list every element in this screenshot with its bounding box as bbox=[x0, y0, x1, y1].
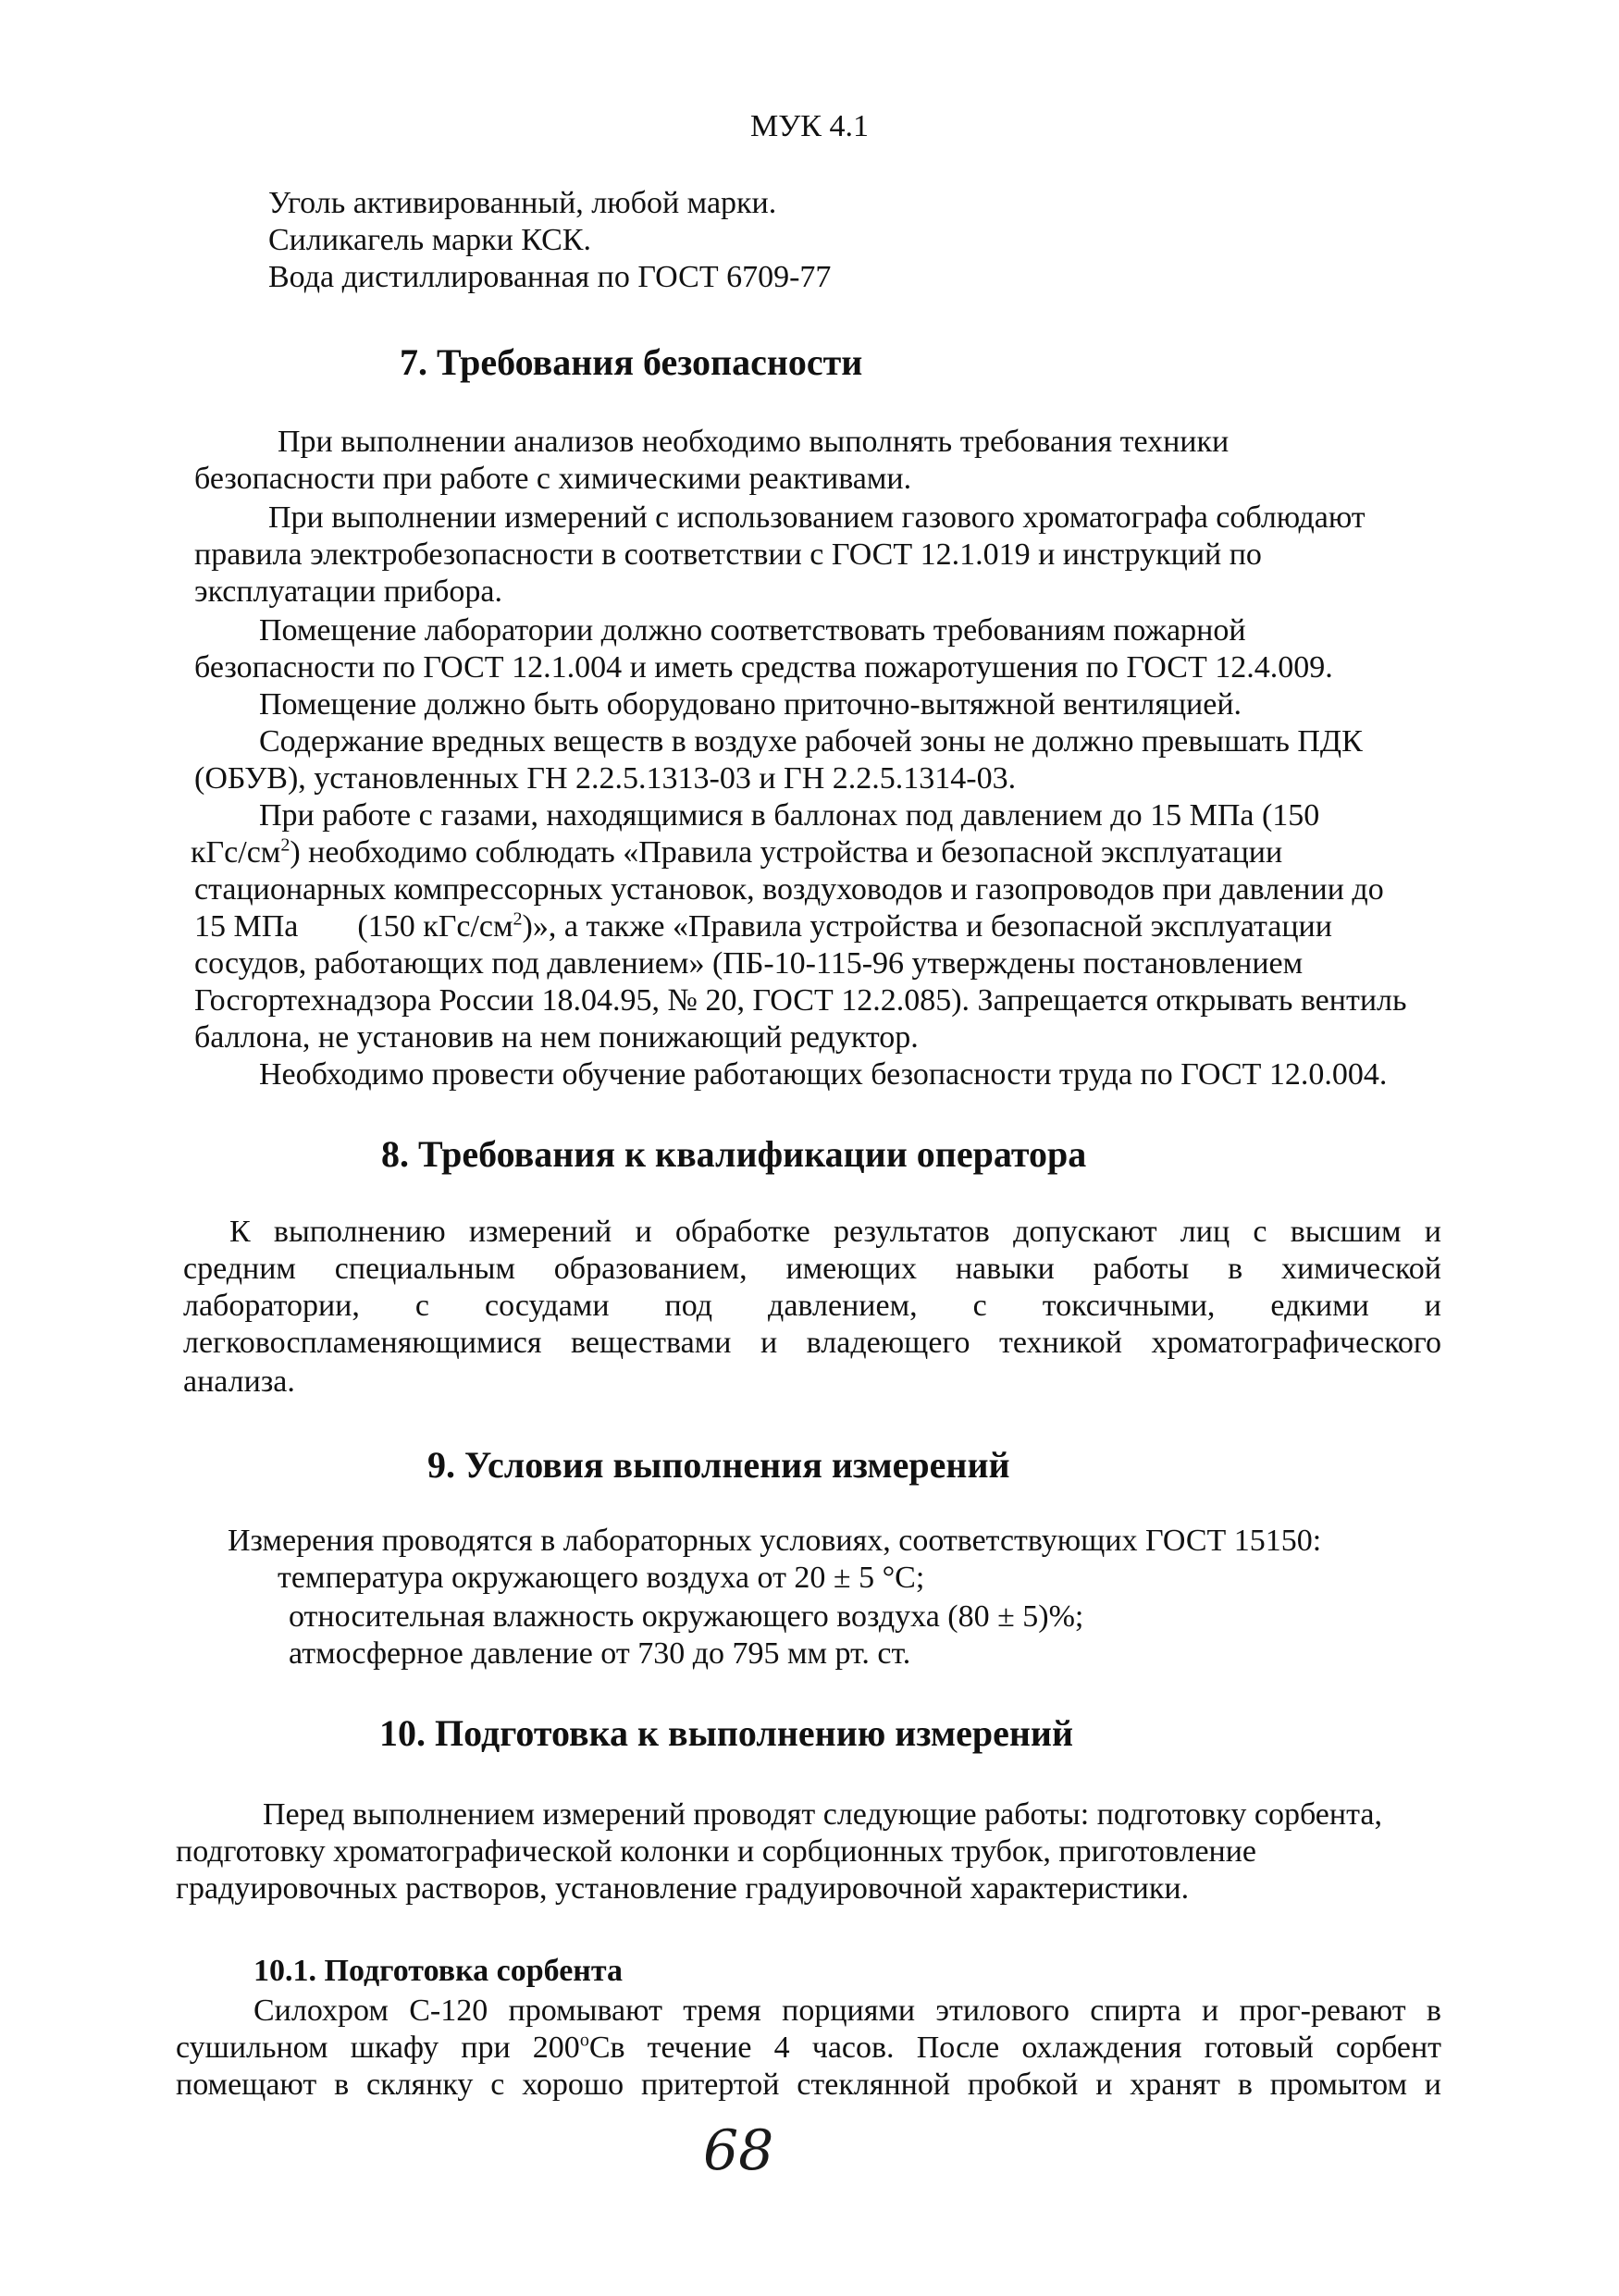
s7-line: Госгортехнадзора России 18.04.95, № 20, ГОСТ 12.2.085). Запрещается открывать вентиль bbox=[194, 983, 1407, 1018]
s8-line: легковоспламеняющимися веществами и владеющего техникой хроматографического bbox=[183, 1326, 1441, 1360]
s7-unit: кГс/см bbox=[191, 835, 281, 870]
s101-line: Силохром С-120 промывают тремя порциями этилового спирта и прог-ревают в bbox=[253, 1994, 1441, 2028]
s8-line: анализа. bbox=[183, 1364, 295, 1399]
s7-line: При выполнении измерений с использованием газового хроматографа соблюдают bbox=[268, 500, 1366, 535]
s7-line: (ОБУВ), установленных ГН 2.2.5.1313-03 и ГН 2.2.5.1314-03. bbox=[194, 761, 1017, 796]
s10-line: градуировочных растворов, установление градуировочной характеристики. bbox=[176, 1871, 1190, 1906]
s7-pressure-unit: (150 кГс/см bbox=[357, 909, 513, 944]
s7-pressure: 15 МПа bbox=[194, 909, 299, 944]
s7-line: правила электробезопасности в соответствии с ГОСТ 12.1.019 и инструкций по bbox=[194, 537, 1262, 572]
s7-line-rest: ) необходимо соблюдать «Правила устройства и безопасной эксплуатации bbox=[290, 835, 1283, 870]
section-9-title: 9. Условия выполнения измерений bbox=[427, 1444, 1010, 1486]
s9-condition-temperature: температура окружающего воздуха от 20 ± 5 °С; bbox=[278, 1561, 925, 1595]
superscript-two: 2 bbox=[513, 908, 523, 930]
s8-line: лаборатории, с сосудами под давлением, с токсичными, едкими и bbox=[183, 1289, 1441, 1323]
s101-line-rest: Св течение 4 часов. После охлаждения готовый сорбент bbox=[588, 2031, 1442, 2065]
degree-sign: o bbox=[579, 2030, 589, 2051]
s7-line: При работе с газами, находящимися в баллонах под давлением до 15 МПа (150 bbox=[259, 798, 1320, 833]
s7-line: стационарных компрессорных установок, воздуховодов и газопроводов при давлении до bbox=[194, 872, 1384, 907]
superscript-two: 2 bbox=[280, 834, 290, 856]
section-7-title: 7. Требования безопасности bbox=[400, 341, 863, 383]
s7-line: безопасности по ГОСТ 12.1.004 и иметь средства пожаротушения по ГОСТ 12.4.009. bbox=[194, 650, 1333, 685]
s7-line: безопасности при работе с химическими реактивами. bbox=[194, 462, 912, 496]
s8-line: К выполнению измерений и обработке результатов допускают лиц с высшим и bbox=[229, 1215, 1441, 1249]
section-10-title: 10. Подготовка к выполнению измерений bbox=[379, 1712, 1073, 1754]
s7-line bbox=[194, 908, 1332, 945]
s7-line-rest: )», а также «Правила устройства и безопасной эксплуатации bbox=[522, 909, 1332, 944]
material-silica-gel: Силикагель марки КСК. bbox=[268, 223, 591, 257]
s101-line: помещают в склянку с хорошо притертой стеклянной пробкой и хранят в промытом и bbox=[176, 2068, 1441, 2102]
s7-line: баллона, не установив на нем понижающий редуктор. bbox=[194, 1020, 919, 1055]
s9-condition-pressure: атмосферное давление от 730 до 795 мм рт. ст. bbox=[289, 1636, 911, 1671]
s7-line: Помещение лаборатории должно соответствовать требованиям пожарной bbox=[259, 613, 1246, 648]
s10-line: Перед выполнением измерений проводят следующие работы: подготовку сорбента, bbox=[263, 1797, 1382, 1832]
section-8-title: 8. Требования к квалификации оператора bbox=[381, 1133, 1087, 1175]
s9-condition-humidity: относительная влажность окружающего воздуха (80 ± 5)%; bbox=[289, 1599, 1084, 1634]
material-distilled-water: Вода дистиллированная по ГОСТ 6709-77 bbox=[268, 260, 832, 294]
s7-line: Помещение должно быть оборудовано приточно-вытяжной вентиляцией. bbox=[259, 687, 1242, 722]
s7-line: Необходимо провести обучение работающих безопасности труда по ГОСТ 12.0.004. bbox=[259, 1057, 1388, 1092]
s10-line: подготовку хроматографической колонки и сорбционных трубок, приготовление bbox=[176, 1834, 1257, 1869]
subsection-10-1-title: 10.1. Подготовка сорбента bbox=[253, 1954, 624, 1988]
s7-line: эксплуатации прибора. bbox=[194, 574, 503, 609]
s9-line: Измерения проводятся в лабораторных условиях, соответствующих ГОСТ 15150: bbox=[228, 1524, 1322, 1558]
s7-line: сосудов, работающих под давлением» (ПБ-10-115-96 утверждены постановлением bbox=[194, 946, 1304, 981]
material-activated-carbon: Уголь активированный, любой марки. bbox=[268, 186, 777, 220]
document-header: МУК 4.1 bbox=[750, 109, 869, 143]
s101-line bbox=[176, 2030, 1441, 2067]
s7-line bbox=[191, 834, 1282, 871]
s7-line: При выполнении анализов необходимо выполнять требования техники bbox=[278, 425, 1230, 459]
s8-line: средним специальным образованием, имеющих навыки работы в химической bbox=[183, 1252, 1441, 1286]
s7-line: Содержание вредных веществ в воздухе рабочей зоны не должно превышать ПДК bbox=[259, 724, 1363, 759]
page-number: 68 bbox=[703, 2118, 774, 2183]
s101-line-start: сушильном шкафу при 200 bbox=[176, 2031, 580, 2065]
